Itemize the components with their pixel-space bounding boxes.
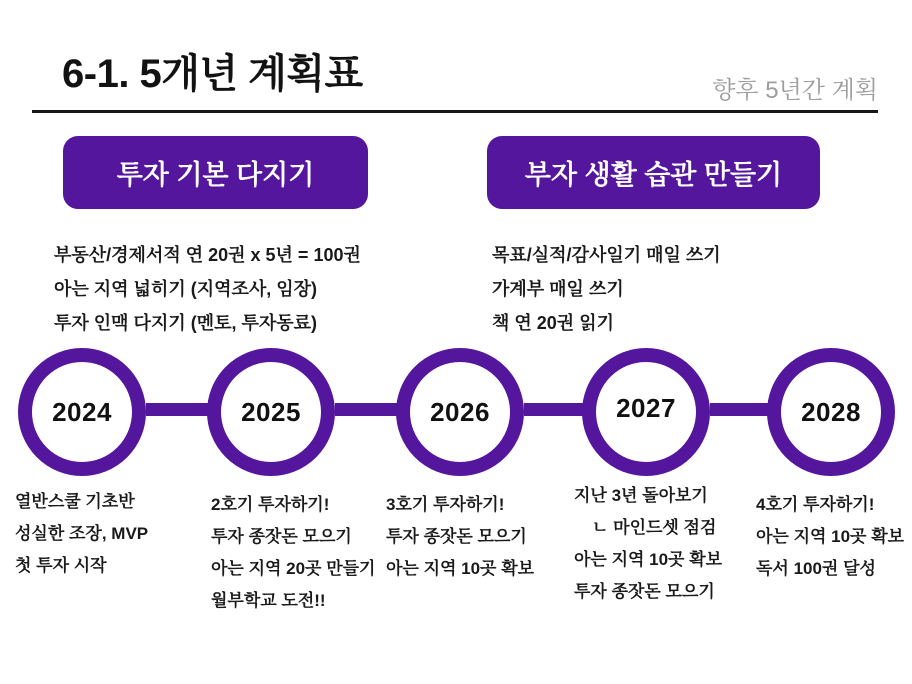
timeline-node-2024 (18, 348, 146, 476)
timeline-connector (524, 403, 583, 416)
list-item: 투자 종잣돈 모으기 (574, 582, 715, 601)
timeline-node-2027 (582, 348, 710, 476)
section-heading-label: 투자 기본 다지기 (116, 160, 315, 190)
timeline-connector (710, 403, 768, 416)
list-item: 부동산/경제서적 연 20권 x 5년 = 100권 (54, 245, 361, 265)
list-item: 지난 3년 돌아보기 (574, 486, 708, 505)
list-item: 성실한 조장, MVP (15, 524, 149, 543)
list-item: 아는 지역 10곳 확보 (386, 559, 535, 578)
timeline-node-2028 (767, 348, 895, 476)
section-header-invest-basics (63, 136, 368, 209)
timeline-connector (335, 403, 397, 416)
year-label: 2025 (241, 396, 301, 427)
year-label: 2027 (616, 392, 676, 423)
list-item: 투자 종잣돈 모으기 (386, 527, 527, 546)
list-item: 투자 종잣돈 모으기 (211, 527, 352, 546)
rich-habits-list (492, 238, 721, 340)
list-item: 목표/실적/감사일기 매일 쓰기 (492, 245, 721, 265)
list-item: 4호기 투자하기! (756, 495, 875, 514)
list-item: 책 연 20권 읽기 (492, 313, 614, 333)
title-divider (32, 110, 878, 113)
list-item: 가계부 매일 쓰기 (492, 279, 624, 299)
list-item-sub: ㄴ 마인드셋 점검 (592, 518, 717, 537)
timeline-node-2025 (207, 348, 335, 476)
list-item: 월부학교 도전!! (211, 591, 326, 610)
header-note: 향후 5년간 계획 (712, 77, 878, 104)
list-item: 독서 100권 달성 (756, 559, 876, 578)
year-label: 2024 (52, 396, 112, 427)
year-label: 2026 (430, 396, 490, 427)
timeline-notes-2025 (211, 489, 375, 617)
list-item: 첫 투자 시작 (15, 556, 107, 575)
page-title: 6-1. 5개년 계획표 (62, 52, 363, 96)
list-item: 2호기 투자하기! (211, 495, 330, 514)
list-item: 아는 지역 10곳 확보 (756, 527, 905, 546)
timeline-node-2026 (396, 348, 524, 476)
timeline-notes-2027 (574, 480, 722, 608)
list-item: 아는 지역 10곳 확보 (574, 550, 723, 569)
timeline-notes-2024 (15, 486, 148, 582)
timeline-connector (146, 403, 208, 416)
list-item: 3호기 투자하기! (386, 495, 505, 514)
timeline-notes-2026 (386, 489, 534, 585)
list-item: 아는 지역 넓히기 (지역조사, 임장) (54, 279, 318, 299)
section-header-rich-habits (487, 136, 820, 209)
list-item: 열반스쿨 기초반 (15, 492, 135, 511)
year-label: 2028 (801, 396, 861, 427)
invest-basics-list (54, 238, 361, 340)
list-item: 투자 인맥 다지기 (멘토, 투자동료) (54, 313, 318, 333)
timeline-notes-2028 (756, 489, 904, 585)
section-heading-label: 부자 생활 습관 만들기 (524, 160, 783, 190)
list-item: 아는 지역 20곳 만들기 (211, 559, 376, 578)
